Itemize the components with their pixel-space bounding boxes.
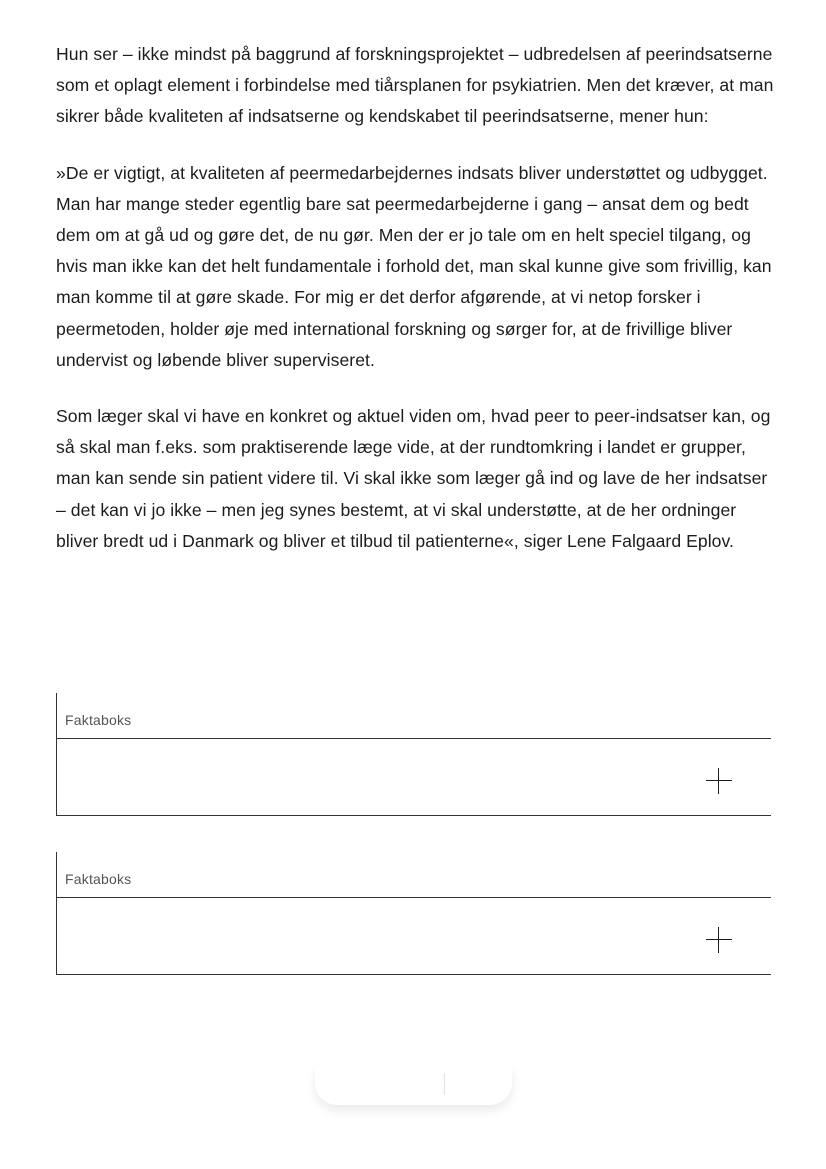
article-paragraph: Som læger skal vi have en konkret og aktuel viden om, hvad peer to peer-indsatser kan, og så skal man f.eks. som praktiserende læge vide, at der rundtomkring i landet er grupper, man kan sende sin patient videre til. Vi skal ikke som læger gå ind og lave de her indsatser – det kan vi jo ikke – men jeg synes bestemt, at vi skal understøtte, at de her ordninger bliver bredt ud i Danmark og bliver et tilbud til patienterne«, siger Lene Falgaard Eplov. <box>56 406 771 551</box>
faktaboks-divider <box>57 897 771 898</box>
article-paragraph: Hun ser – ikke mindst på baggrund af forskningsprojektet – udbredelsen af peerindsatserne som et oplagt element i forbindelse med tiårsplanen for psykiatrien. Men det kræver, at man sikrer både kvaliteten af indsatserne og kendskabet til peerindsatserne, mener hun: <box>56 44 774 127</box>
action-bar-right-button[interactable] <box>445 1066 512 1105</box>
faktaboks <box>56 852 771 975</box>
faktaboks <box>56 693 771 816</box>
faktaboks-divider <box>57 738 771 739</box>
faktaboks-label: Faktaboks <box>65 871 132 887</box>
plus-icon[interactable] <box>705 767 733 795</box>
article-paragraph: »De er vigtigt, at kvaliteten af peermedarbejdernes indsats bliver understøttet og udbygget. Man har mange steder egentlig bare sat peermedarbejderne i gang – ansat dem og bedt dem om at gå ud og gøre det, de nu gør. Men der er jo tale om en helt speciel tilgang, og hvis man ikke kan det helt fundamentale i forhold det, man skal kunne give som frivillig, kan man komme til at gøre skade. For mig er det derfor afgørende, at vi netop forsker i peermetoden, holder øje med international forskning og sørger for, at de frivillige bliver undervist og løbende bliver superviseret. <box>56 162 772 370</box>
article-body <box>56 39 776 582</box>
faktaboks-label: Faktaboks <box>65 712 132 728</box>
floating-action-bar <box>315 1066 512 1105</box>
plus-icon[interactable] <box>705 926 733 954</box>
action-bar-left-button[interactable] <box>315 1066 444 1105</box>
